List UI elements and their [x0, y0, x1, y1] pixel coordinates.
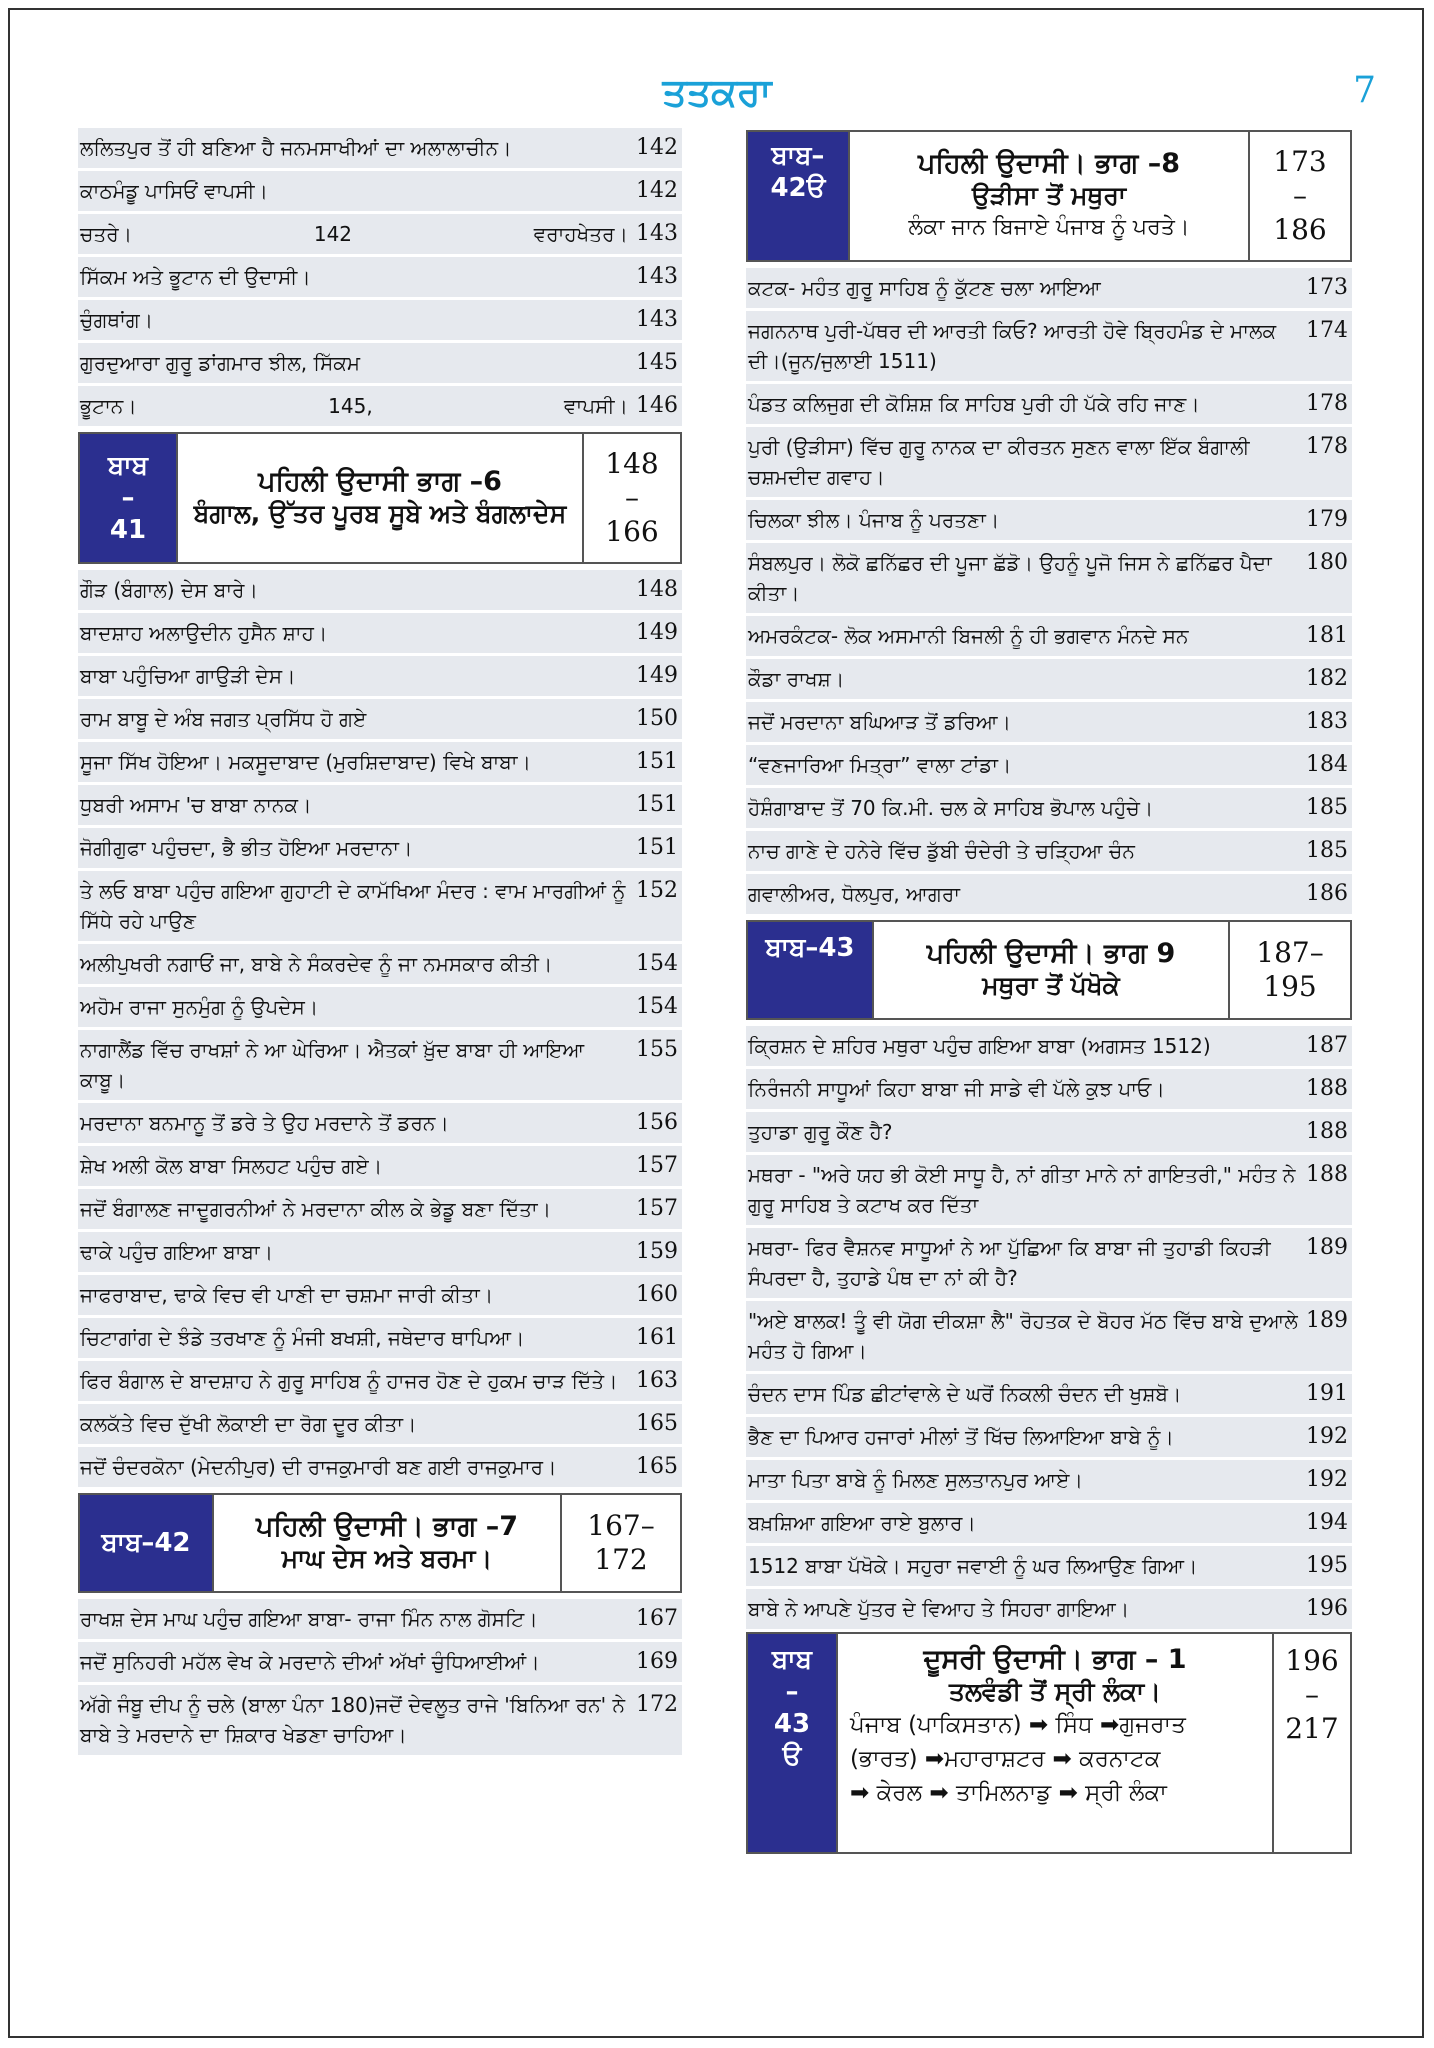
entry-text: ਨਿਰੰਜਨੀ ਸਾਧੂਆਂ ਕਿਹਾ ਬਾਬਾ ਜੀ ਸਾਡੇ ਵੀ ਪੱਲੇ ਕੁਝ ਪਾਓ।	[748, 1077, 1165, 1101]
entry-page: 179	[1306, 507, 1348, 532]
chapter-number: ਬਾਬ–43	[748, 922, 872, 1018]
entry-page: 180	[1306, 550, 1348, 575]
entry-page: 157	[636, 1196, 678, 1221]
toc-entry	[746, 1374, 1352, 1414]
entry-page: 143	[636, 264, 678, 289]
entry-text: "ਅਏ ਬਾਲਕ! ਤੂੰ ਵੀ ਯੋਗ ਦੀਕਸ਼ਾ ਲੈ" ਰੋਹਤਕ ਦੇ ਬੋਹਰ ਮੱਠ ਵਿੱਚ ਬਾਬੇ ਦੁਆਲੇ ਮਹੰਤ ਹੋ ਗਿਆ।	[748, 1309, 1298, 1363]
toc-entry	[746, 659, 1352, 699]
entry-text: ਸਿੱਕਮ ਅਤੇ ਭੂਟਾਨ ਦੀ ਉਦਾਸੀ।	[80, 265, 311, 289]
entry-text: ਬਾਬਾ ਪਹੁੰਚਿਆ ਗਾਉੜੀ ਦੇਸ।	[80, 664, 296, 688]
entry-text: ਚਤਰੇ।	[80, 222, 133, 246]
entry-text: ਫਿਰ ਬੰਗਾਲ ਦੇ ਬਾਦਸ਼ਾਹ ਨੇ ਗੁਰੂ ਸਾਹਿਬ ਨੂੰ ਹਾਜਰ ਹੋਣ ਦੇ ਹੁਕਮ ਚਾੜ ਦਿੱਤੇ।	[80, 1369, 618, 1393]
toc-entry	[78, 1275, 682, 1315]
entry-text: ਮਰਦਾਨਾ ਬਨਮਾਨੂ ਤੋਂ ਡਰੇ ਤੇ ਉਹ ਮਰਦਾਨੇ ਤੋਂ ਡਰਨ।	[80, 1111, 449, 1135]
entry-text: ਜਦੋਂ ਸੁਨਿਹਰੀ ਮਹੱਲ ਵੇਖ ਕੇ ਮਰਦਾਨੇ ਦੀਆਂ ਅੱਖਾਂ ਚੁੰਧਿਆਈਆਂ।	[80, 1650, 540, 1674]
entry-page: 151	[636, 792, 678, 817]
toc-entry	[78, 386, 682, 426]
toc-entry	[78, 257, 682, 297]
toc-entry	[78, 343, 682, 383]
chapter-box-41	[78, 432, 682, 564]
entry-text: ਭੂਟਾਨ।	[80, 394, 137, 418]
entry-text: ਧੁਬਰੀ ਅਸਾਮ 'ਚ ਬਾਬਾ ਨਾਨਕ।	[80, 793, 312, 817]
toc-entry	[78, 1189, 682, 1229]
entry-text: ਰਾਮ ਬਾਬੂ ਦੇ ਅੰਬ ਜਗਤ ਪ੍ਰਸਿੱਧ ਹੋ ਗਏ	[80, 707, 367, 731]
entry-text: 1512 ਬਾਬਾ ਪੱਖੋਕੇ। ਸਹੁਰਾ ਜਵਾਈ ਨੂੰ ਘਰ ਲਿਆਉਣ ਗਿਆ।	[748, 1554, 1198, 1578]
toc-entry	[78, 656, 682, 696]
entry-text: ਕਟਕ- ਮਹੰਤ ਗੁਰੂ ਸਾਹਿਬ ਨੂੰ ਕੁੱਟਣ ਚਲਾ ਆਇਆ	[748, 276, 1101, 300]
entry-text: ਨਾਗਾਲੈਂਡ ਵਿੱਚ ਰਾਖਸ਼ਾਂ ਨੇ ਆ ਘੇਰਿਆ। ਐਤਕਾਂ ਖ਼ੁੱਦ ਬਾਬਾ ਹੀ ਆਇਆ ਕਾਬੂ।	[80, 1038, 585, 1092]
entry-text: ਕਲਕੱਤੇ ਵਿਚ ਦੁੱਖੀ ਲੋਕਾਈ ਦਾ ਰੋਗ ਦੂਰ ਕੀਤਾ।	[80, 1412, 417, 1436]
toc-entry	[78, 214, 682, 254]
toc-entry	[78, 987, 682, 1027]
entry-text: ਬਖ਼ਸ਼ਿਆ ਗਇਆ ਰਾਏ ਬੁਲਾਰ।	[748, 1511, 976, 1535]
entry-page: 192	[1306, 1424, 1348, 1449]
toc-entry	[746, 427, 1352, 497]
entry-text: ਚੁੰਗਥਾਂਗ।	[80, 308, 154, 332]
chapter-page-range: 187– 195	[1256, 936, 1324, 1003]
entry-page: 161	[636, 1325, 678, 1350]
toc-entry	[78, 171, 682, 211]
toc-entry	[78, 300, 682, 340]
entry-page: 172	[636, 1692, 678, 1717]
toc-entry	[746, 788, 1352, 828]
toc-entry	[78, 1447, 682, 1487]
entry-page: 169	[636, 1649, 678, 1674]
entry-text: ਅਹੋਮ ਰਾਜਾ ਸੁਨਮੁੰਗ ਨੂੰ ਉਪਦੇਸ।	[80, 995, 319, 1019]
toc-entry	[78, 1361, 682, 1401]
entry-text: ਜਾਫਰਾਬਾਦ, ਢਾਕੇ ਵਿਚ ਵੀ ਪਾਣੀ ਦਾ ਚਸ਼ਮਾ ਜਾਰੀ ਕੀਤਾ।	[80, 1283, 494, 1307]
toc-entry	[78, 1404, 682, 1444]
chapter-page-range: 148 – 166	[605, 447, 659, 548]
entry-text: ਮਾਤਾ ਪਿਤਾ ਬਾਬੇ ਨੂੰ ਮਿਲਣ ਸੁਲਤਾਨਪੁਰ ਆਏ।	[748, 1468, 1083, 1492]
entry-text: ਅਮਰਕੰਟਕ- ਲੋਕ ਅਸਮਾਨੀ ਬਿਜਲੀ ਨੂੰ ਹੀ ਭਗਵਾਨ ਮੰਨਦੇ ਸਨ	[748, 624, 1189, 648]
toc-entry	[746, 874, 1352, 914]
entry-page: 151	[636, 749, 678, 774]
entry-text: ਸੂਜਾ ਸਿੱਖ ਹੋਇਆ। ਮਕਸੂਦਾਬਾਦ (ਮੁਰਸ਼ਿਦਾਬਾਦ) ਵਿਖੇ ਬਾਬਾ।	[80, 750, 531, 774]
entry-page: 178	[1306, 391, 1348, 416]
entry-page: 174	[1306, 318, 1348, 343]
toc-entry	[78, 128, 682, 168]
entry-page: 188	[1306, 1076, 1348, 1101]
entry-text: ਭੈਣ ਦਾ ਪਿਆਰ ਹਜਾਰਾਂ ਮੀਲਾਂ ਤੋਂ ਖਿੱਚ ਲਿਆਇਆ ਬਾਬੇ ਨੂੰ।	[748, 1425, 1174, 1449]
entry-text: ਜਗਨਨਾਥ ਪੁਰੀ-ਪੱਥਰ ਦੀ ਆਰਤੀ ਕਿਓ? ਆਰਤੀ ਹੋਵੇ ਬ੍ਰਿਹਮੰਡ ਦੇ ਮਾਲਕ ਦੀ।(ਜੂਨ/ਜੁਲਾਈ 1511)	[748, 319, 1277, 373]
entry-page: 148	[636, 577, 678, 602]
entry-text: ਬਾਦਸ਼ਾਹ ਅਲਾਉਦੀਨ ਹੁਸੈਨ ਸ਼ਾਹ।	[80, 621, 328, 645]
entry-page: 184	[1306, 752, 1348, 777]
entry-page: 142	[636, 178, 678, 203]
toc-entry	[746, 1301, 1352, 1371]
entry-page: 154	[636, 994, 678, 1019]
entry-text: ਅੱਗੇ ਜੰਬੂ ਦੀਪ ਨੂੰ ਚਲੇ (ਬਾਲਾ ਪੰਨਾ 180)ਜਦੋਂ ਦੇਵਲੂਤ ਰਾਜੇ 'ਬਿਨਿਆ ਰਨ' ਨੇ ਬਾਬੇ ਤੇ ਮਰਦਾਨੇ ਦਾ ਸ਼ਿਕਾਰ ਖੇਡਣਾ ਚਾਹਿਆ।	[80, 1693, 626, 1747]
toc-entry	[746, 311, 1352, 381]
entry-page: 154	[636, 951, 678, 976]
chapter-box-42	[78, 1493, 682, 1593]
entry-text: ਵਾਪਸੀ।	[564, 394, 628, 418]
entry-page: 165	[636, 1411, 678, 1436]
chapter-page-range: 167– 172	[587, 1509, 655, 1576]
chapter-title: ਪਹਿਲੀ ਉਦਾਸੀ ਭਾਗ –6 ਬੰਗਾਲ, ਉੱਤਰ ਪੂਰਬ ਸੂਬੇ ਅਤੇ ਬੰਗਲਾਦੇਸ	[176, 434, 584, 562]
entry-text: ਜਦੋਂ ਬੰਗਾਲਣ ਜਾਦੂਗਰਨੀਆਂ ਨੇ ਮਰਦਾਨਾ ਕੀਲ ਕੇ ਭੇਡੂ ਬਣਾ ਦਿੱਤਾ।	[80, 1197, 552, 1221]
entry-text: ਕੌਡਾ ਰਾਖਸ਼।	[748, 667, 845, 691]
entry-text: ਮਥਰਾ- ਫਿਰ ਵੈਸ਼ਨਵ ਸਾਧੂਆਂ ਨੇ ਆ ਪੁੱਛਿਆ ਕਿ ਬਾਬਾ ਜੀ ਤੁਹਾਡੀ ਕਿਹੜੀ ਸੰਪਰਦਾ ਹੈ, ਤੁਹਾਡੇ ਪੰਥ ਦਾ ਨਾਂ ਕੀ ਹੈ?	[748, 1236, 1271, 1290]
toc-entry	[746, 702, 1352, 742]
entry-page: 165	[636, 1454, 678, 1479]
toc-entry	[746, 616, 1352, 656]
entry-page: 185	[1306, 795, 1348, 820]
route-line: (ਭਾਰਤ) ➡ਮਹਾਰਾਸ਼ਟਰ ➡ ਕਰਨਾਟਕ	[850, 1746, 1161, 1772]
toc-entry	[78, 570, 682, 610]
entry-page: 183	[1306, 709, 1348, 734]
chapter-number: ਬਾਬ – 41	[80, 434, 176, 562]
toc-entry	[78, 1030, 682, 1100]
entry-text: ਤੇ ਲਓ ਬਾਬਾ ਪਹੁੰਚ ਗਇਆ ਗੁਹਾਟੀ ਦੇ ਕਾਮੱਖਿਆ ਮੰਦਰ : ਵਾਮ ਮਾਰਗੀਆਂ ਨੂੰ ਸਿੱਧੇ ਰਹੇ ਪਾਉਣ	[80, 879, 626, 933]
entry-text: ਤੁਹਾਡਾ ਗੁਰੂ ਕੌਣ ਹੈ?	[748, 1120, 893, 1144]
route-line: ➡ ਕੇਰਲ ➡ ਤਾਮਿਲਨਾਡੁ ➡ ਸ੍ਰੀ ਲੰਕਾ	[850, 1780, 1167, 1806]
chapter-page-range: 173 – 186	[1273, 145, 1327, 246]
entry-page: 181	[1306, 623, 1348, 648]
toc-entry	[746, 831, 1352, 871]
entry-text: ਜੋਗੀਗੁਫਾ ਪਹੁੰਚਦਾ, ਭੈ ਭੀਤ ਹੋਇਆ ਮਰਦਾਨਾ।	[80, 836, 413, 860]
toc-entry	[78, 1685, 682, 1755]
entry-page: 151	[636, 835, 678, 860]
entry-page: 188	[1306, 1162, 1348, 1187]
page-number: 7	[1353, 70, 1376, 111]
toc-entry	[78, 1599, 682, 1639]
entry-page: 142	[636, 135, 678, 160]
route-line: ਪੰਜਾਬ (ਪਾਕਿਸਤਾਨ) ➡ ਸਿੰਧ ➡ਗੁਜਰਾਤ	[850, 1712, 1186, 1738]
chapter-title: ਪਹਿਲੀ ਉਦਾਸੀ। ਭਾਗ –8 ਉੜੀਸਾ ਤੋਂ ਮਥੁਰਾ ਲੰਕਾ ਜਾਨ ਬਿਜਾਏ ਪੰਜਾਬ ਨੂੰ ਪਰਤੇ।	[848, 132, 1250, 260]
entry-page: 187	[1306, 1033, 1348, 1058]
chapter-page-range: 196 – 217	[1285, 1644, 1339, 1745]
toc-entry	[78, 1232, 682, 1272]
toc-entry	[746, 1228, 1352, 1298]
entry-text: ਲਲਿਤਪੁਰ ਤੋਂ ਹੀ ਬਣਿਆ ਹੈ ਜਨਮਸਾਖੀਆਂ ਦਾ ਅਲਾਲਾਚੀਨ।	[80, 136, 512, 160]
chapter-number: ਬਾਬ– 42ੳ	[748, 132, 848, 260]
toc-entry	[746, 1589, 1352, 1629]
toc-entry	[78, 944, 682, 984]
entry-text: ਕ੍ਰਿਸ਼ਨ ਦੇ ਸ਼ਹਿਰ ਮਥੁਰਾ ਪਹੁੰਚ ਗਇਆ ਬਾਬਾ (ਅਗਸਤ 1512)	[748, 1034, 1211, 1058]
entry-page: 192	[1306, 1467, 1348, 1492]
toc-entry	[78, 699, 682, 739]
toc-entry	[746, 1460, 1352, 1500]
toc-entry	[78, 785, 682, 825]
entry-text: ਨਾਚ ਗਾਣੇ ਦੇ ਹਨੇਰੇ ਵਿੱਚ ਡੁੱਬੀ ਚੰਦੇਰੀ ਤੇ ਚੜ੍ਹਿਆ ਚੰਨ	[748, 839, 1135, 863]
toc-entry	[746, 1112, 1352, 1152]
toc-entry	[78, 613, 682, 653]
right-column	[746, 128, 1352, 1860]
toc-entry	[78, 1103, 682, 1143]
entry-text: ਸ਼ੇਖ ਅਲੀ ਕੋਲ ਬਾਬਾ ਸਿਲਹਟ ਪਹੁੰਚ ਗਏ।	[80, 1154, 383, 1178]
entry-page: 182	[1306, 666, 1348, 691]
chapter-number: ਬਾਬ–42	[80, 1495, 212, 1591]
entry-page: 185	[1306, 838, 1348, 863]
entry-text: ਜਦੋਂ ਚੰਦਰਕੋਨਾ (ਮੇਦਨੀਪੁਰ) ਦੀ ਰਾਜਕੁਮਾਰੀ ਬਣ ਗਈ ਰਾਜਕੁਮਾਰ।	[80, 1455, 557, 1479]
chapter-box-42u	[746, 130, 1352, 262]
toc-entry	[746, 1417, 1352, 1457]
entry-page: 186	[1306, 881, 1348, 906]
entry-text: ਜਦੋਂ ਮਰਦਾਨਾ ਬਘਿਆੜ ਤੋਂ ਡਰਿਆ।	[748, 710, 1011, 734]
entry-page: 156	[636, 1110, 678, 1135]
toc-entry	[78, 871, 682, 941]
entry-page: 157	[636, 1153, 678, 1178]
toc-entry	[746, 384, 1352, 424]
entry-page: 149	[636, 663, 678, 688]
chapter-number: ਬਾਬ – 43 ੳ	[748, 1634, 836, 1852]
entry-text: ਰਾਖਸ਼ ਦੇਸ ਮਾਘ ਪਹੁੰਚ ਗਇਆ ਬਾਬਾ- ਰਾਜਾ ਮਿੰਨ ਨਾਲ ਗੋਸਟਿ।	[80, 1607, 538, 1631]
entry-page: 191	[1306, 1381, 1348, 1406]
entry-page: 160	[636, 1282, 678, 1307]
entry-page: 189	[1306, 1235, 1348, 1260]
chapter-box-43u	[746, 1632, 1352, 1854]
toc-entry	[746, 1546, 1352, 1586]
entry-text: ਗਵਾਲੀਅਰ, ਧੋਲਪੁਰ, ਆਗਰਾ	[748, 882, 960, 906]
chapter-box-43	[746, 920, 1352, 1020]
entry-page: 188	[1306, 1119, 1348, 1144]
entry-text: ਪੁਰੀ (ਉੜੀਸਾ) ਵਿੱਚ ਗੁਰੂ ਨਾਨਕ ਦਾ ਕੀਰਤਨ ਸੁਣਨ ਵਾਲਾ ਇੱਕ ਬੰਗਾਲੀ ਚਸ਼ਮਦੀਦ ਗਵਾਹ।	[748, 435, 1250, 489]
entry-text: ਚਿਲਕਾ ਝੀਲ। ਪੰਜਾਬ ਨੂੰ ਪਰਤਣਾ।	[748, 508, 1000, 532]
entry-page: 143	[636, 307, 678, 332]
chapter-title: ਦੂਸਰੀ ਉਦਾਸੀ। ਭਾਗ – 1 ਤਲਵੰਡੀ ਤੋਂ ਸ੍ਰੀ ਲੰਕਾ। ਪੰਜਾਬ (ਪਾਕਿਸਤਾਨ) ➡ ਸਿੰਧ ➡ਗੁਜਰਾਤ (ਭਾਰਤ) ➡ਮਹਾਰਾਸ਼ਟਰ ➡ ਕਰਨਾਟਕ ➡ ਕੇਰਲ ➡ ਤਾਮਿਲਨਾਡੁ ➡ ਸ੍ਰੀ ਲੰਕਾ	[836, 1634, 1274, 1852]
toc-entry	[78, 828, 682, 868]
entry-page: 195	[1306, 1553, 1348, 1578]
entry-page: 173	[1306, 275, 1348, 300]
entry-page: 150	[636, 706, 678, 731]
toc-entry	[746, 1503, 1352, 1543]
entry-page: 155	[636, 1037, 678, 1062]
entry-text: ਹੋਸ਼ੰਗਾਬਾਦ ਤੋਂ 70 ਕਿ.ਮੀ. ਚਲ ਕੇ ਸਾਹਿਬ ਭੋਪਾਲ ਪਹੁੰਚੇ।	[748, 796, 1154, 820]
entry-text: ਵਰਾਹਖੇਤਰ।	[533, 222, 628, 246]
toc-entry	[78, 1146, 682, 1186]
entry-text: ਢਾਕੇ ਪਹੁੰਚ ਗਇਆ ਬਾਬਾ।	[80, 1240, 274, 1264]
toc-entry	[746, 268, 1352, 308]
entry-text: 142	[313, 222, 353, 246]
entry-page: 146	[636, 393, 678, 418]
entry-text: ਸੰਬਲਪੁਰ। ਲੋਕੋ ਛਨਿੱਛਰ ਦੀ ਪੂਜਾ ਛੱਡੋ। ਉਹਨੂੰ ਪੂਜੋ ਜਿਸ ਨੇ ਛਨਿੱਛਰ ਪੈਦਾ ਕੀਤਾ।	[748, 551, 1272, 605]
entry-text: ਗੌੜ (ਬੰਗਾਲ) ਦੇਸ ਬਾਰੇ।	[80, 578, 258, 602]
toc-entry	[746, 1026, 1352, 1066]
entry-text: ਅਲੀਪੁਖਰੀ ਨਗਾਓਂ ਜਾ, ਬਾਬੇ ਨੇ ਸੰਕਰਦੇਵ ਨੂੰ ਜਾ ਨਮਸਕਾਰ ਕੀਤੀ।	[80, 952, 553, 976]
entry-page: 159	[636, 1239, 678, 1264]
entry-page: 152	[636, 878, 678, 903]
toc-entry	[746, 1155, 1352, 1225]
entry-page: 163	[636, 1368, 678, 1393]
entry-page: 194	[1306, 1510, 1348, 1535]
toc-entry	[746, 1069, 1352, 1109]
entry-page: 143	[636, 221, 678, 246]
chapter-title: ਪਹਿਲੀ ਉਦਾਸੀ। ਭਾਗ 9 ਮਥੁਰਾ ਤੋਂ ਪੱਖੋਕੇ	[872, 922, 1230, 1018]
entry-text: ਮਥਰਾ - "ਅਰੇ ਯਹ ਭੀ ਕੋਈ ਸਾਧੂ ਹੈ, ਨਾਂ ਗੀਤਾ ਮਾਨੇ ਨਾਂ ਗਾਇਤਰੀ," ਮਹੰਤ ਨੇ ਗੁਰੂ ਸਾਹਿਬ ਤੇ ਕਟਾਖ ਕਰ ਦਿੱਤਾ	[748, 1163, 1296, 1217]
toc-entry	[746, 500, 1352, 540]
entry-page: 189	[1306, 1308, 1348, 1333]
toc-entry	[78, 1318, 682, 1358]
entry-page: 145	[636, 350, 678, 375]
entry-text: ਗੁਰਦੁਆਰਾ ਗੁਰੂ ਡਾਂਗਮਾਰ ਝੀਲ, ਸਿੱਕਮ	[80, 351, 361, 375]
toc-entry	[78, 1642, 682, 1682]
entry-text: ਪੰਡਤ ਕਲਿਜੁਗ ਦੀ ਕੋਸ਼ਿਸ਼ ਕਿ ਸਾਹਿਬ ਪੁਰੀ ਹੀ ਪੱਕੇ ਰਹਿ ਜਾਣ।	[748, 392, 1200, 416]
entry-text: ਚੰਦਨ ਦਾਸ ਪਿੰਡ ਛੀਟਾਂਵਾਲੇ ਦੇ ਘਰੋਂ ਨਿਕਲੀ ਚੰਦਨ ਦੀ ਖੁਸ਼ਬੋ।	[748, 1382, 1182, 1406]
chapter-title: ਪਹਿਲੀ ਉਦਾਸੀ। ਭਾਗ –7 ਮਾਘ ਦੇਸ ਅਤੇ ਬਰਮਾ।	[212, 1495, 562, 1591]
toc-entry	[746, 745, 1352, 785]
entry-text: “ਵਣਜਾਰਿਆ ਮਿਤ੍ਰਾ” ਵਾਲਾ ਟਾਂਡਾ।	[748, 753, 1012, 777]
entry-text: 145,	[328, 394, 373, 418]
entry-page: 178	[1306, 434, 1348, 459]
left-column	[78, 128, 682, 1758]
toc-entry	[746, 543, 1352, 613]
entry-page: 196	[1306, 1596, 1348, 1621]
page-title: ਤਤਕਰਾ	[662, 70, 772, 114]
entry-text: ਬਾਬੇ ਨੇ ਆਪਣੇ ਪੁੱਤਰ ਦੇ ਵਿਆਹ ਤੇ ਸਿਹਰਾ ਗਾਇਆ।	[748, 1597, 1130, 1621]
entry-page: 149	[636, 620, 678, 645]
toc-entry	[78, 742, 682, 782]
entry-page: 167	[636, 1606, 678, 1631]
entry-text: ਕਾਠਮੰਡੂ ਪਾਸਿਓਂ ਵਾਪਸੀ।	[80, 179, 269, 203]
entry-text: ਚਿਟਾਗਾਂਗ ਦੇ ਝੰਡੇ ਤਰਖਾਣ ਨੂੰ ਮੰਜੀ ਬਖਸ਼ੀ, ਜਥੇਦਾਰ ਥਾਪਿਆ।	[80, 1326, 525, 1350]
